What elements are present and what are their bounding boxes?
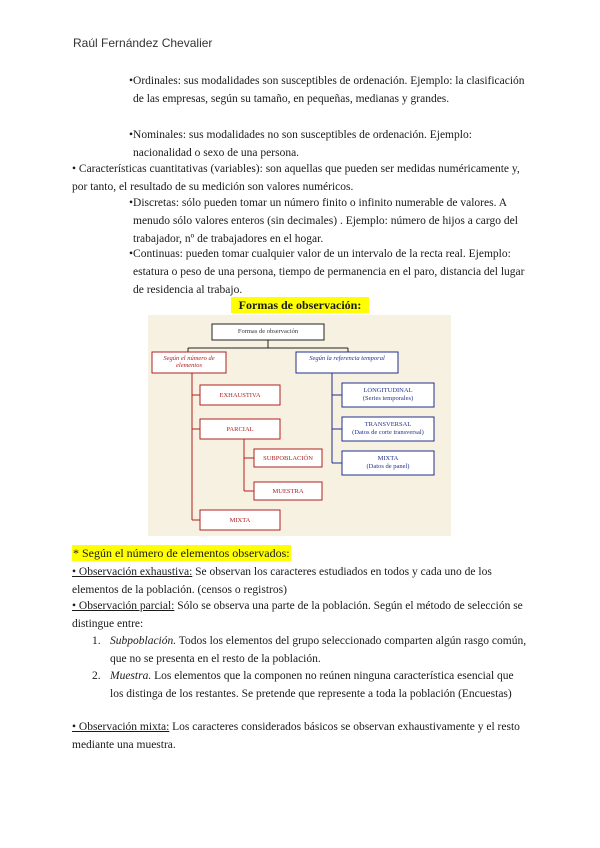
mixta-paragraph: [72, 718, 528, 754]
ordinales-paragraph: •Ordinales: sus modalidades son susceptibles de ordenación. Ejemplo: la clasificación de las empresas, según su tamaño, en pequeñas, medianas y grandes.: [129, 75, 525, 105]
exhaustiva-paragraph: [72, 563, 528, 599]
diagram-item-muestra: MUESTRA: [272, 488, 304, 495]
diagram-item-parcial: PARCIAL: [226, 426, 254, 433]
diagram-item-transversal: TRANSVERSAL: [364, 421, 412, 428]
diagram-right-branch: Según la referencia temporal: [309, 355, 385, 362]
diagram-item-mixta-right-sub: (Datos de panel): [366, 463, 410, 470]
muestra-text: Los elementos que la componen no reúnen ninguna característica esencial que los distinga de los restantes. Se pretende que represente a toda la población (Encuestas): [110, 670, 514, 700]
parcial-paragraph: [72, 597, 528, 633]
diagram-item-transversal-sub: (Datos de corte transversal): [352, 429, 424, 436]
subpoblacion-text: Todos los elementos del grupo seleccionado comparten algún rasgo común, que no se presenta en el resto de la población.: [110, 635, 527, 665]
subpoblacion-number: 1.: [92, 635, 101, 647]
subpoblacion-paragraph: [110, 632, 528, 668]
page-header-author: Raúl Fernández Chevalier: [73, 36, 213, 50]
subpoblacion-term: Subpoblación.: [110, 635, 177, 647]
parcial-text: Sólo se observa una parte de la población. Según el método de selección se distingue entre:: [72, 600, 523, 630]
section-title: Formas de observación:: [231, 297, 369, 313]
muestra-paragraph: [110, 667, 528, 703]
continuas-paragraph: •Continuas: pueden tomar cualquier valor de un intervalo de la recta real. Ejemplo: estatura o peso de una persona, tiempo de permanencia en el paro, distancia del lugar de residencia al trabajo.: [129, 248, 525, 296]
exhaustiva-label: • Observación exhaustiva:: [72, 566, 193, 578]
diagram-item-mixta-right: MIXTA: [377, 455, 399, 462]
nominales-paragraph: •Nominales: sus modalidades no son susceptibles de ordenación. Ejemplo: nacionalidad o sexo de una persona.: [129, 129, 472, 159]
observation-diagram: [148, 315, 451, 536]
mixta-label: • Observación mixta:: [72, 721, 170, 733]
diagram-left-branch: Según el número de elementos: [163, 355, 215, 369]
diagram-item-mixta-left: MIXTA: [229, 517, 251, 524]
exhaustiva-text: Se observan los caracteres estudiados en todos y cada uno de los elementos de la población. (censos o registros): [72, 566, 492, 596]
muestra-term: Muestra.: [110, 670, 152, 682]
discretas-paragraph: •Discretas: sólo pueden tomar un número finito o infinito numerable de valores. A menudo sólo valores enteros (sin decimales) . Ejemplo: número de hijos a cargo del trabajador, nº de trabajadores en el hogar.: [129, 197, 518, 245]
cuantitativas-paragraph: • Características cuantitativas (variables): son aquellas que pueden ser medidas numéricamente y, por tanto, el resultado de su medición son valores numéricos.: [72, 163, 520, 193]
diagram-item-subpoblacion: SUBPOBLACIÓN: [263, 455, 313, 462]
segun-heading: * Según el número de elementos observados:: [73, 546, 290, 560]
mixta-text: Los caracteres considerados básicos se observan exhaustivamente y el resto mediante una muestra.: [72, 721, 520, 751]
diagram-item-longitudinal-sub: (Series temporales): [362, 395, 414, 402]
diagram-item-exhaustiva: EXHAUSTIVA: [219, 392, 261, 399]
diagram-root-label: Formas de observación: [237, 328, 299, 335]
parcial-label: • Observación parcial:: [72, 600, 175, 612]
diagram-item-longitudinal: LONGITUDINAL: [363, 387, 413, 394]
muestra-number: 2.: [92, 670, 101, 682]
